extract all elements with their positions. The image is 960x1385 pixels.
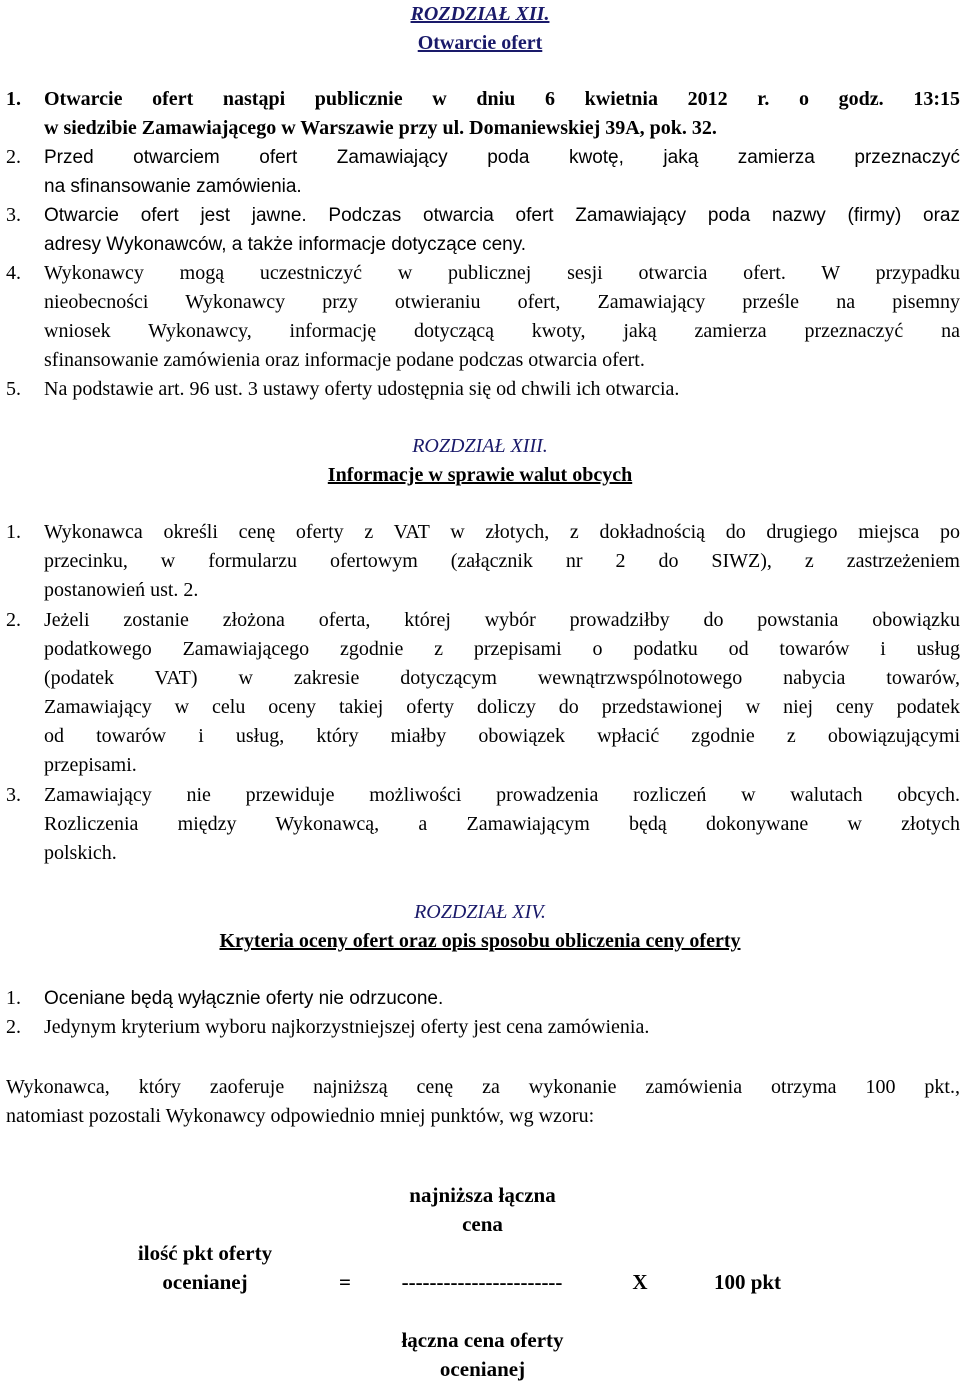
ch12-item-1-number: 1. xyxy=(6,88,21,110)
ch12-item-2-line-2: na sfinansowanie zamówienia. xyxy=(44,176,302,197)
ch12-item-1-line-2: w siedzibie Zamawiającego w Warszawie przy ul. Domaniewskiej 39A, pok. 32. xyxy=(44,117,717,139)
ch13-item-2-line-5: od towarów i usług, który miałby obowiązek wpłacić zgodnie z obowiązującymi xyxy=(44,725,960,747)
formula-equals-sign: = xyxy=(339,1270,351,1294)
ch13-item-1-line-1: Wykonawca określi cenę oferty z VAT w złotych, z dokładnością do drugiego miejsca po xyxy=(44,521,960,543)
ch13-item-2-line-6: przepisami. xyxy=(44,754,137,776)
ch13-item-1-number: 1. xyxy=(6,521,21,543)
chapter-13-subtitle: Informacje w sprawie walut obcych xyxy=(327,464,633,486)
ch13-item-2-line-3: (podatek VAT) w zakresie dotyczącym wewnątrzwspólnotowego nabycia towarów, xyxy=(44,667,960,689)
formula-numerator-line-1: najniższa łączna xyxy=(409,1183,556,1207)
ch12-item-4-number: 4. xyxy=(6,262,21,284)
ch13-item-2-line-2: podatkowego Zamawiającego zgodnie z przepisami o podatku od towarów i usług xyxy=(44,638,960,660)
formula-fraction-bar: ----------------------- xyxy=(401,1270,563,1294)
ch14-paragraph-line-2: natomiast pozostali Wykonawcy odpowiednio mniej punktów, wg wzoru: xyxy=(6,1105,595,1127)
ch12-item-2-number: 2. xyxy=(6,146,21,168)
ch13-item-3-number: 3. xyxy=(6,784,21,806)
ch12-item-4-line-1: Wykonawcy mogą uczestniczyć w publicznej sesji otwarcia ofert. W przypadku xyxy=(44,262,960,284)
ch12-item-1-line-1: Otwarcie ofert nastąpi publicznie w dniu 6 kwietnia 2012 r. o godz. 13:15 xyxy=(44,88,960,110)
formula-lhs-line-1: ilość pkt oferty xyxy=(137,1241,273,1265)
ch12-item-3-line-2: adresy Wykonawców, a także informacje dotyczące ceny. xyxy=(44,234,527,255)
ch13-item-1-line-3: postanowień ust. 2. xyxy=(44,579,199,601)
ch14-item-2-text: Jedynym kryterium wyboru najkorzystniejszej oferty jest cena zamówienia. xyxy=(44,1016,650,1038)
ch13-item-3-line-2: Rozliczenia między Wykonawcą, a Zamawiającym będą dokonywane w złotych xyxy=(44,813,960,835)
ch14-item-1-text: Oceniane będą wyłącznie oferty nie odrzucone. xyxy=(44,988,444,1009)
chapter-12-heading: ROZDZIAŁ XII. xyxy=(410,3,550,25)
ch14-item-2-number: 2. xyxy=(6,1016,21,1038)
formula-lhs-line-2: ocenianej xyxy=(162,1270,248,1294)
ch12-item-4-line-3: wniosek Wykonawcy, informację dotyczącą kwoty, jaką zamierza przeznaczyć na xyxy=(44,320,960,342)
ch12-item-2-line-1: Przed otwarciem ofert Zamawiający poda kwotę, jaką zamierza przeznaczyć xyxy=(44,147,960,168)
ch13-item-3-line-1: Zamawiający nie przewiduje możliwości prowadzenia rozliczeń w walutach obcych. xyxy=(44,784,960,806)
ch14-item-1-number: 1. xyxy=(6,987,21,1009)
formula-denominator-line-2: ocenianej xyxy=(439,1357,526,1381)
ch12-item-3-line-1: Otwarcie ofert jest jawne. Podczas otwarcia ofert Zamawiający poda nazwy (firmy) oraz xyxy=(44,205,960,226)
chapter-14-heading: ROZDZIAŁ XIV. xyxy=(414,901,546,923)
formula-multiply-sign: X xyxy=(632,1270,648,1294)
ch14-paragraph-line-1: Wykonawca, który zaoferuje najniższą cenę za wykonanie zamówienia otrzyma 100 pkt., xyxy=(6,1076,960,1098)
formula-numerator-line-2: cena xyxy=(462,1212,503,1236)
chapter-13-heading: ROZDZIAŁ XIII. xyxy=(412,435,548,457)
ch13-item-2-number: 2. xyxy=(6,609,21,631)
formula-points: 100 pkt xyxy=(713,1270,782,1294)
ch12-item-5-line-1: Na podstawie art. 96 ust. 3 ustawy oferty udostępnia się od chwili ich otwarcia. xyxy=(44,378,680,400)
ch12-item-5-number: 5. xyxy=(6,378,21,400)
ch13-item-3-line-3: polskich. xyxy=(44,842,117,864)
chapter-14-subtitle: Kryteria oceny ofert oraz opis sposobu obliczenia ceny oferty xyxy=(219,930,741,952)
ch12-item-4-line-2: nieobecności Wykonawcy przy otwieraniu ofert, Zamawiający prześle na pisemny xyxy=(44,291,960,313)
ch12-item-4-line-4: sfinansowanie zamówienia oraz informacje podane podczas otwarcia ofert. xyxy=(44,349,645,371)
formula-denominator-line-1: łączna cena oferty xyxy=(401,1328,564,1352)
ch13-item-2-line-4: Zamawiający w celu oceny takiej oferty doliczy do przedstawionej w niej ceny podatek xyxy=(44,696,960,718)
ch12-item-3-number: 3. xyxy=(6,204,21,226)
chapter-12-subtitle: Otwarcie ofert xyxy=(417,32,543,54)
ch13-item-2-line-1: Jeżeli zostanie złożona oferta, której wybór prowadziłby do powstania obowiązku xyxy=(44,609,960,631)
ch13-item-1-line-2: przecinku, w formularzu ofertowym (załącznik nr 2 do SIWZ), z zastrzeżeniem xyxy=(44,550,960,572)
